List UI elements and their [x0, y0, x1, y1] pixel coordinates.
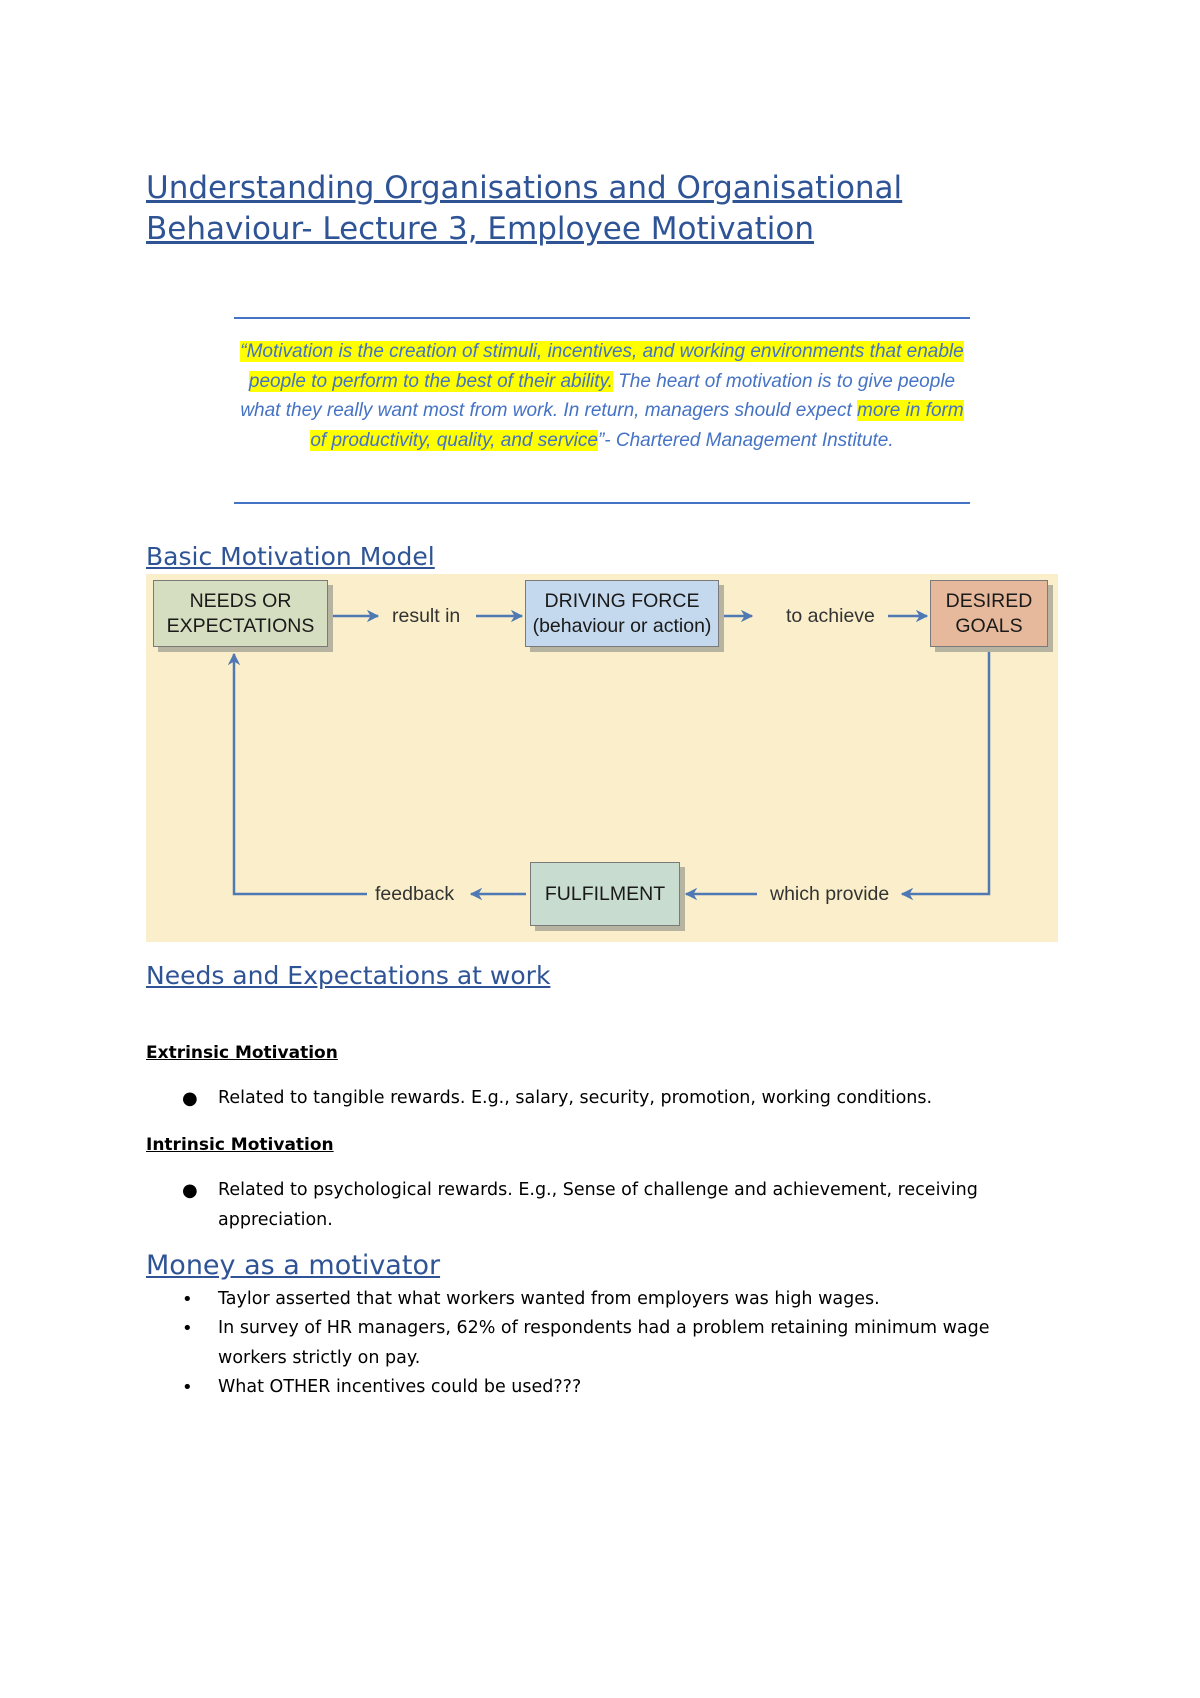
money-bullet-2: In survey of HR managers, 62% of respondents had a problem retaining minimum wage workers strictly on pay.	[218, 1318, 990, 1368]
label-feedback: feedback	[375, 883, 455, 905]
label-which-provide: which provide	[770, 883, 890, 905]
quote-part-4: ”- Chartered Management Institute.	[597, 429, 894, 451]
quote-part-2: The heart of motivation is to give people what they really want most from work. In return, managers should expect	[240, 370, 956, 421]
fulfilment-box-label: FULFILMENT	[544, 882, 666, 905]
title-line-2: Behaviour- Lecture 3, Employee Motivation	[146, 211, 815, 247]
needs-box-line-2: EXPECTATIONS	[166, 614, 315, 637]
document-title	[146, 168, 1046, 250]
arrow-goals-to-provide	[902, 650, 989, 894]
motivation-model-diagram	[146, 574, 1058, 942]
needs-box-line-1: NEEDS OR	[189, 589, 292, 612]
bullet-icon: •	[182, 1377, 193, 1398]
bullet-icon: ●	[182, 1180, 198, 1201]
goals-box-line-2: GOALS	[955, 614, 1023, 637]
goals-box-line-1: DESIRED	[945, 589, 1033, 612]
title-line-1: Understanding Organisations and Organisational	[146, 170, 903, 206]
bullet-icon: ●	[182, 1088, 198, 1109]
desired-goals-box	[930, 580, 1048, 647]
quote-highlight-1: “Motivation is the creation of stimuli, incentives, and working environments that enable people to perform to the best of their ability.	[240, 341, 964, 392]
money-bullet-3: What OTHER incentives could be used???	[218, 1377, 582, 1397]
intrinsic-heading: Intrinsic Motivation	[146, 1135, 334, 1155]
quote-top-rule	[234, 317, 970, 319]
quote-highlight-2: more in form of productivity, quality, and service	[310, 400, 964, 451]
driving-box-line-2: (behaviour or action)	[532, 614, 712, 637]
driving-force-box	[525, 580, 719, 647]
driving-box-line-1: DRIVING FORCE	[544, 589, 700, 612]
label-result-in: result in	[392, 605, 461, 627]
needs-box	[153, 580, 328, 647]
label-to-achieve: to achieve	[786, 605, 875, 627]
needs-heading: Needs and Expectations at work	[146, 961, 551, 990]
quote-bottom-rule	[234, 502, 970, 504]
money-heading: Money as a motivator	[146, 1250, 441, 1281]
bullet-icon: •	[182, 1289, 193, 1310]
basic-model-heading: Basic Motivation Model	[146, 542, 435, 571]
quote-text	[234, 337, 970, 455]
arrow-feedback-to-needs	[234, 654, 367, 894]
intrinsic-bullet-text: Related to psychological rewards. E.g., Sense of challenge and achievement, receiving appreciation.	[218, 1180, 978, 1230]
fulfilment-box	[530, 862, 680, 926]
extrinsic-heading: Extrinsic Motivation	[146, 1043, 338, 1063]
extrinsic-bullet-text: Related to tangible rewards. E.g., salary, security, promotion, working conditions.	[218, 1088, 933, 1108]
money-bullet-1: Taylor asserted that what workers wanted from employers was high wages.	[218, 1289, 880, 1309]
bullet-icon: •	[182, 1318, 193, 1339]
